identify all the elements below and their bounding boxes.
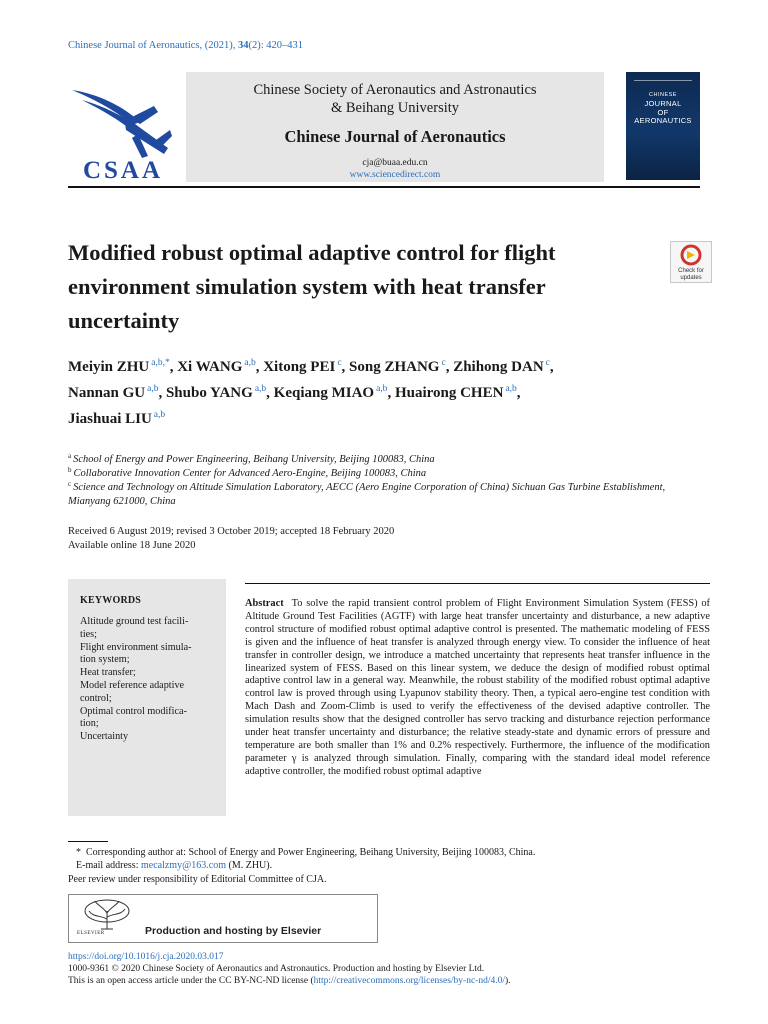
- abstract-text: To solve the rapid transient control problem of Flight Environment Simulation System (FESS) of Altitude Ground Test Facilities (AGTF) with large heat transfer uncertainty and disturbance, a new adaptive control structure of modified robust optimal adaptive control is presented. The mathematic modeling of FESS is given and the influence of heat transfer is analyzed through energy view. To consider the influence of heat transfer in controller design, we introduce a matched uncertainty that represents heat transfer influence in the linearized system of FESS. Based on this linear system, we deduce the design of modified robust optimal adaptive control law in a general way. Meanwhile, the robust stability of the modified robust optimal adaptive control law is proved through using Lyapunov stability theory. Then, a typical aero-engine test condition with Mach Dash and Zoom-Climb is used to verify the effectiveness of the devised adaptive controller. The simulation results show that the designed controller has servo tracking and disturbance rejection performance under heat transfer uncertainty and disturbance; the relative steady-state and dynamic errors of pressure and temperature are both smaller than 1% and 0.2% respectively. Furthermore, the influence of the modification parameter γ is analyzed through simulation. Finally, comparing with the standard ideal model reference adaptive controller, the modified robust optimal adaptive: [245, 598, 710, 777]
- author[interactable]: [68, 385, 166, 401]
- check-updates-label: [671, 268, 711, 281]
- citation-journal: Chinese Journal of Aeronautics: [68, 40, 200, 51]
- author[interactable]: [68, 411, 165, 427]
- author-affiliation-mark[interactable]: a,b,*: [151, 358, 170, 368]
- author-name: Jiashuai LIU: [68, 411, 152, 427]
- received-dates: Received 6 August 2019; revised 3 October 2019; accepted 18 February 2020: [68, 526, 395, 537]
- journal-cover-image: [626, 72, 700, 180]
- society-line-2: & Beihang University: [330, 100, 460, 116]
- author-email-link[interactable]: mecalzmy@163.com: [140, 860, 226, 871]
- affiliation-text: Science and Technology on Altitude Simulation Laboratory, AECC (Aero Engine Corporation of China) Sichuan Gas Turbine Establishment, Mianyang 621000, China: [68, 482, 666, 507]
- author-name: Meiyin ZHU: [68, 359, 150, 375]
- author-name: Song ZHANG: [349, 359, 440, 375]
- author[interactable]: [453, 359, 553, 375]
- author[interactable]: [68, 359, 177, 375]
- license-suffix: ).: [505, 976, 511, 986]
- author[interactable]: [395, 385, 521, 401]
- author[interactable]: [263, 359, 349, 375]
- author-affiliation-mark[interactable]: a,b: [244, 358, 256, 368]
- journal-website-link[interactable]: www.sciencedirect.com: [349, 170, 441, 180]
- abstract: [245, 598, 710, 779]
- citation-year: (2021),: [204, 40, 239, 51]
- author-affiliation-mark[interactable]: a,b: [153, 410, 166, 420]
- author-separator: ,: [266, 385, 274, 401]
- email-label: E-mail address:: [76, 860, 141, 871]
- affiliation-c: [68, 477, 668, 509]
- elsevier-hosting-box: [68, 894, 378, 943]
- check-for-updates-button[interactable]: [670, 241, 712, 283]
- author-separator: ,: [387, 385, 395, 401]
- author-affiliation-mark[interactable]: a,b: [505, 384, 517, 394]
- keyword-item: Model reference adaptive control;: [80, 679, 185, 704]
- author-affiliation-mark[interactable]: c: [441, 358, 446, 368]
- production-hosting-text: Production and hosting by Elsevier: [145, 925, 322, 937]
- keyword-item: Uncertainty: [80, 731, 129, 743]
- affiliation-mark: c: [68, 480, 72, 488]
- keyword-item: Flight environment simula- tion system;: [80, 641, 192, 666]
- corresponding-author-note: [76, 846, 716, 859]
- author-affiliation-mark[interactable]: a,b: [254, 384, 267, 394]
- author-separator: ,: [549, 359, 554, 375]
- email-note: [76, 859, 716, 872]
- check-updates-icon: [671, 242, 711, 268]
- masthead-center: [186, 72, 604, 182]
- peer-review-note: Peer review under responsibility of Editorial Committee of CJA.: [68, 874, 327, 885]
- available-online-date: Available online 18 June 2020: [68, 540, 196, 551]
- copyright-line: 1000-9361 © 2020 Chinese Society of Aeronautics and Astronautics. Production and hosting by Elsevier Ltd.: [68, 964, 485, 974]
- citation-volume: 34: [238, 40, 249, 51]
- corresponding-text: Corresponding author at: School of Energy and Power Engineering, Beihang University, Beijing 100083, China.: [86, 847, 536, 858]
- author-separator: ,: [341, 359, 350, 375]
- author-separator: ,: [169, 359, 178, 375]
- author-name: Nannan GU: [68, 385, 146, 401]
- author[interactable]: [177, 359, 263, 375]
- license-prefix: This is an open access article under the CC BY-NC-ND license (: [68, 976, 314, 986]
- journal-name: Chinese Journal of Aeronautics: [284, 127, 506, 146]
- keywords-box: [68, 579, 226, 816]
- abstract-rule: [245, 583, 710, 584]
- masthead: [68, 70, 700, 188]
- footnote-rule: [68, 841, 108, 842]
- email-suffix: (M. ZHU).: [226, 860, 273, 871]
- author[interactable]: [274, 385, 395, 401]
- author-list: [68, 352, 708, 430]
- affiliation-text: School of Energy and Power Engineering, Beihang University, Beijing 100083, China: [73, 454, 435, 465]
- cover-title: JOURNAL OF AERONAUTICS: [634, 99, 692, 125]
- keyword-item: Optimal control modifica- tion;: [80, 705, 187, 730]
- author-separator: ,: [445, 359, 454, 375]
- author-name: Huairong CHEN: [394, 385, 504, 401]
- author-name: Xitong PEI: [263, 359, 336, 375]
- license-line: [68, 975, 708, 987]
- author[interactable]: [166, 385, 274, 401]
- affiliation-mark: b: [68, 466, 72, 474]
- affiliation-mark: a: [68, 452, 72, 460]
- doi-link[interactable]: https://doi.org/10.1016/j.cja.2020.03.017: [68, 952, 224, 962]
- csaa-logo-text: CSAA: [82, 157, 164, 182]
- author-affiliation-mark[interactable]: c: [337, 358, 342, 368]
- author-affiliation-mark[interactable]: a,b: [376, 384, 388, 394]
- author-name: Xi WANG: [177, 359, 243, 375]
- keywords-list: [80, 616, 220, 744]
- society-line-1: Chinese Society of Aeronautics and Astronautics: [253, 82, 537, 98]
- citation-issue-pages: (2): 420–431: [248, 40, 304, 51]
- author-separator: ,: [516, 385, 521, 401]
- author-affiliation-mark[interactable]: c: [545, 358, 550, 368]
- cover-label: CHINESE: [649, 92, 677, 98]
- abstract-label: Abstract: [245, 598, 284, 609]
- keywords-heading: KEYWORDS: [80, 595, 142, 606]
- author-affiliation-mark[interactable]: a,b: [147, 384, 159, 394]
- affiliation-text: Collaborative Innovation Center for Advanced Aero-Engine, Beijing 100083, China: [73, 468, 427, 479]
- footnote-mark: *: [76, 847, 81, 858]
- keyword-item: Heat transfer;: [80, 667, 136, 679]
- author-name: Zhihong DAN: [453, 359, 544, 375]
- cover-rule: [634, 80, 692, 91]
- author-name: Keqiang MIAO: [273, 385, 375, 401]
- elsevier-logo-text: ELSEVIER: [77, 931, 105, 936]
- author-name: Shubo YANG: [165, 385, 253, 401]
- badge-line-2: updates: [680, 274, 702, 281]
- keyword-item: Altitude ground test facili- ties;: [80, 616, 189, 640]
- article-title: Modified robust optimal adaptive control for flight environment simulation system with heat transfer uncertainty: [68, 240, 556, 333]
- csaa-logo: [68, 70, 178, 182]
- license-link[interactable]: http://creativecommons.org/licenses/by-nc-nd/4.0/: [313, 976, 505, 986]
- author-separator: ,: [158, 385, 166, 401]
- journal-email: cja@buaa.edu.cn: [362, 158, 428, 168]
- badge-line-1: Check for: [678, 268, 704, 274]
- author-separator: ,: [255, 359, 264, 375]
- author[interactable]: [349, 359, 453, 375]
- journal-citation[interactable]: Chinese Journal of Aeronautics, (2021), 34(2): 420–431: [68, 40, 304, 51]
